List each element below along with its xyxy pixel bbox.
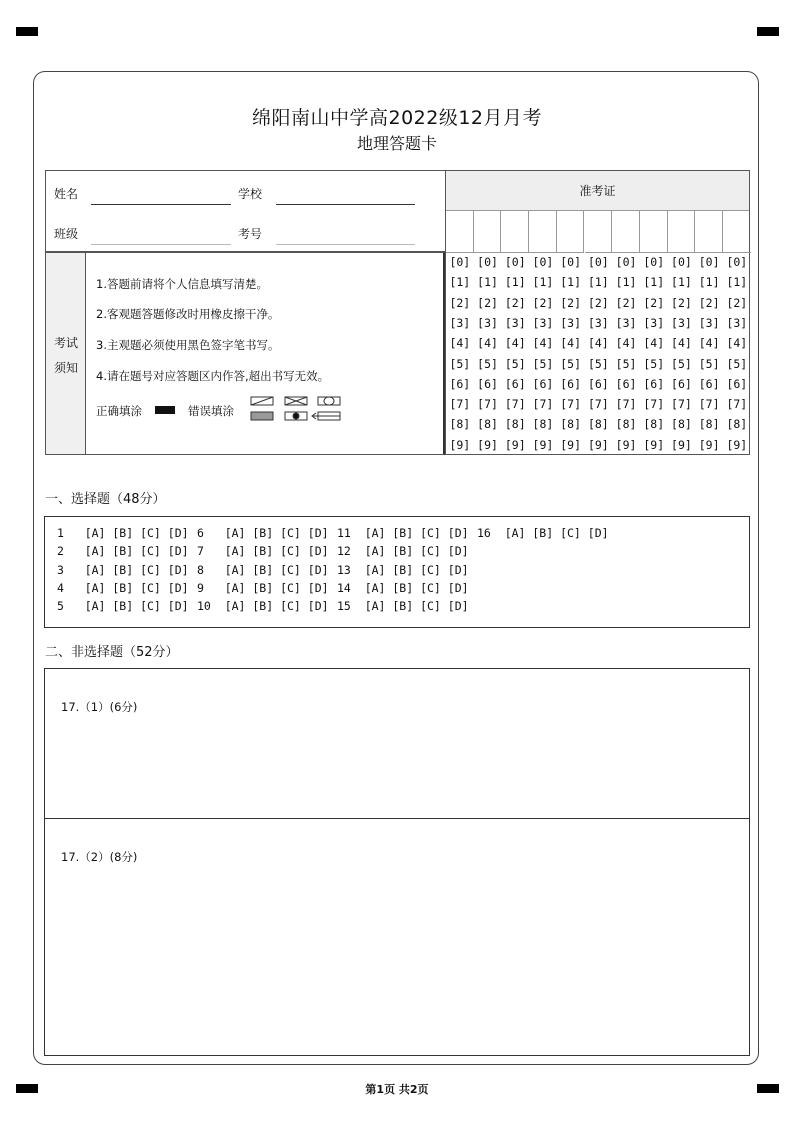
answer-area-17-2[interactable]: [44, 818, 750, 1056]
ticket-digit-bubble[interactable]: [2]: [698, 295, 720, 310]
section-essay-title: 二、非选择题（52分）: [45, 645, 179, 660]
ticket-write-cell[interactable]: [529, 211, 557, 253]
ticket-digit-bubble[interactable]: [1]: [504, 275, 526, 290]
ticket-digit-bubble[interactable]: [4]: [560, 336, 582, 351]
ticket-digit-bubble[interactable]: [9]: [532, 437, 554, 452]
choice-question-row[interactable]: 14 [A] [B] [C] [D]: [337, 580, 469, 595]
question-17-1-label: 17.（1）(6分): [61, 700, 138, 714]
ticket-digit-bubble[interactable]: [7]: [671, 397, 692, 412]
ticket-digit-bubble[interactable]: [0]: [560, 255, 582, 269]
ticket-digit-bubble[interactable]: [1]: [726, 275, 748, 290]
ticket-digit-bubble[interactable]: [3]: [726, 315, 748, 330]
ticket-digit-bubble[interactable]: [4]: [449, 336, 471, 351]
ticket-digit-bubble[interactable]: [7]: [615, 397, 637, 412]
choice-question-row[interactable]: 1 [A] [B] [C] [D]: [57, 526, 189, 540]
ticket-digit-bubble[interactable]: [7]: [698, 397, 720, 412]
student-info-box: [45, 170, 445, 252]
choice-question-row[interactable]: 12 [A] [B] [C] [D]: [337, 544, 469, 559]
ticket-digit-bubble[interactable]: [2]: [587, 295, 609, 310]
wrong-fill-samples: [250, 394, 350, 424]
ticket-digit-bubble[interactable]: [7]: [532, 397, 554, 412]
ticket-digit-bubble[interactable]: [5]: [671, 356, 692, 371]
ticket-digit-bubble[interactable]: [3]: [698, 315, 720, 330]
ticket-digit-bubble[interactable]: [6]: [449, 376, 471, 391]
choice-question-row[interactable]: 7 [A] [B] [C] [D]: [197, 544, 329, 559]
ticket-digit-bubble[interactable]: [4]: [671, 336, 692, 351]
ticket-title: 准考证: [446, 171, 749, 211]
choice-question-row[interactable]: 3 [A] [B] [C] [D]: [57, 562, 189, 577]
ticket-digit-bubble[interactable]: [6]: [477, 376, 498, 391]
choice-question-row[interactable]: 8 [A] [B] [C] [D]: [197, 562, 329, 577]
ticket-digit-bubble[interactable]: [5]: [615, 356, 637, 371]
ticket-digit-column: [446, 211, 474, 456]
wrong-fill-slash-icon: [251, 397, 273, 405]
ticket-digit-bubble[interactable]: [0]: [532, 255, 554, 269]
ticket-digit-bubble[interactable]: [2]: [643, 295, 665, 310]
section-choice-title: 一、选择题（48分）: [45, 492, 166, 507]
ticket-digit-bubble[interactable]: [9]: [643, 437, 665, 452]
ticket-digit-bubble[interactable]: [9]: [560, 437, 582, 452]
ticket-digit-bubble[interactable]: [3]: [449, 315, 471, 330]
ticket-digit-bubble[interactable]: [6]: [532, 376, 554, 391]
page-title: 绵阳南山中学高2022级12月月考: [251, 107, 543, 129]
ticket-digit-bubble[interactable]: [1]: [532, 275, 554, 290]
ticket-digit-bubble[interactable]: [4]: [698, 336, 720, 351]
name-field[interactable]: [91, 204, 231, 205]
alignment-marker-top-right: [757, 27, 779, 36]
ticket-digit-bubble[interactable]: [9]: [477, 437, 498, 452]
ticket-digit-bubble[interactable]: [0]: [504, 255, 526, 269]
choice-question-row[interactable]: 5 [A] [B] [C] [D]: [57, 599, 189, 614]
ticket-digit-bubble[interactable]: [2]: [532, 295, 554, 310]
page-footer: 第1页 共2页: [365, 1083, 429, 1096]
name-label: 姓名: [54, 187, 79, 201]
ticket-digit-bubble[interactable]: [0]: [615, 255, 637, 269]
ticket-digit-bubble[interactable]: [2]: [726, 295, 748, 310]
ticket-digit-bubble[interactable]: [8]: [449, 417, 471, 432]
ticket-digit-bubble[interactable]: [8]: [643, 417, 665, 432]
ticket-digit-bubble[interactable]: [9]: [726, 437, 748, 452]
ticket-digit-bubble[interactable]: [3]: [587, 315, 609, 330]
ticket-digit-bubble[interactable]: [9]: [504, 437, 526, 452]
ticket-digit-bubble[interactable]: [5]: [698, 356, 720, 371]
ticket-digit-column: [501, 211, 529, 456]
ticket-digit-bubble[interactable]: [3]: [504, 315, 526, 330]
class-field[interactable]: [91, 244, 231, 245]
ticket-digit-bubble[interactable]: [9]: [615, 437, 637, 452]
ticket-digit-bubble[interactable]: [0]: [671, 255, 692, 269]
ticket-digit-bubble[interactable]: [6]: [615, 376, 637, 391]
ticket-digit-bubble[interactable]: [4]: [643, 336, 665, 351]
ticket-digit-bubble[interactable]: [5]: [504, 356, 526, 371]
ticket-digit-bubble[interactable]: [1]: [560, 275, 582, 290]
ticket-digit-bubble[interactable]: [8]: [615, 417, 637, 432]
notice-side-label-2: 须知: [53, 361, 78, 375]
ticket-write-cell[interactable]: [474, 211, 502, 253]
alignment-marker-top-left: [16, 27, 38, 36]
ticket-digit-bubble[interactable]: [3]: [532, 315, 554, 330]
ticket-digit-bubble[interactable]: [6]: [504, 376, 526, 391]
ticket-digit-bubble[interactable]: [1]: [671, 275, 692, 290]
ticket-digit-bubble[interactable]: [1]: [587, 275, 609, 290]
ticket-digit-bubble[interactable]: [1]: [477, 275, 498, 290]
school-label: 学校: [238, 187, 263, 201]
wrong-fill-circle-icon: [318, 397, 340, 405]
notice-side-panel: [46, 253, 86, 454]
choice-question-row[interactable]: 10 [A] [B] [C] [D]: [197, 599, 329, 614]
ticket-digit-column: [474, 211, 502, 456]
school-field[interactable]: [276, 204, 415, 205]
ticket-digit-bubble[interactable]: [5]: [449, 356, 471, 371]
ticket-digit-column: [723, 211, 751, 456]
wrong-fill-dot-icon: [285, 412, 307, 420]
ticket-digit-bubble[interactable]: [3]: [643, 315, 665, 330]
wrong-fill-cross-icon: [285, 397, 307, 405]
question-17-2-label: 17.（2）(8分): [61, 850, 138, 864]
ticket-digit-column: [557, 211, 585, 456]
ticket-digit-bubble[interactable]: [8]: [587, 417, 609, 432]
notice-rule-2: 2.客观题答题修改时用橡皮擦干净。: [96, 307, 280, 321]
ticket-digit-bubble[interactable]: [0]: [726, 255, 748, 269]
ticket-digit-bubble[interactable]: [2]: [449, 295, 471, 310]
answer-area-17-1[interactable]: [44, 668, 750, 819]
exam-number-field[interactable]: [276, 244, 415, 245]
notice-rule-4: 4.请在题号对应答题区内作答,超出书写无效。: [96, 369, 330, 383]
ticket-write-cell[interactable]: [668, 211, 696, 253]
ticket-digit-bubble[interactable]: [3]: [477, 315, 498, 330]
ticket-digit-bubble[interactable]: [4]: [532, 336, 554, 351]
ticket-digit-bubble[interactable]: [1]: [615, 275, 637, 290]
ticket-digit-bubble[interactable]: [7]: [587, 397, 609, 412]
ticket-write-cell[interactable]: [723, 211, 751, 253]
ticket-digit-bubble[interactable]: [0]: [449, 255, 471, 269]
wrong-fill-label: 错误填涂: [188, 404, 234, 418]
choice-answer-box: [44, 516, 750, 628]
ticket-digit-bubble[interactable]: [9]: [698, 437, 720, 452]
ticket-digit-bubble[interactable]: [7]: [560, 397, 582, 412]
ticket-digit-bubble[interactable]: [8]: [726, 417, 748, 432]
ticket-digit-bubble[interactable]: [0]: [698, 255, 720, 269]
ticket-digit-bubble[interactable]: [5]: [532, 356, 554, 371]
ticket-digit-column: [585, 211, 613, 456]
ticket-digit-bubble[interactable]: [5]: [587, 356, 609, 371]
ticket-digit-bubble[interactable]: [7]: [477, 397, 498, 412]
ticket-write-cell[interactable]: [446, 211, 474, 253]
ticket-digit-bubble[interactable]: [9]: [671, 437, 692, 452]
notice-side-label-1: 考试: [53, 336, 78, 350]
ticket-digit-bubble[interactable]: [7]: [504, 397, 526, 412]
ticket-digit-column: [640, 211, 668, 456]
ticket-digit-bubble[interactable]: [1]: [698, 275, 720, 290]
class-label: 班级: [54, 227, 79, 241]
ticket-digit-bubble[interactable]: [0]: [477, 255, 498, 269]
page-subtitle: 地理答题卡: [356, 134, 437, 153]
ticket-digit-bubble[interactable]: [5]: [477, 356, 498, 371]
ticket-write-cell[interactable]: [557, 211, 585, 253]
ticket-digit-bubble[interactable]: [6]: [698, 376, 720, 391]
ticket-digit-column: [695, 211, 723, 456]
ticket-digit-bubble[interactable]: [1]: [449, 275, 471, 290]
choice-question-row[interactable]: 4 [A] [B] [C] [D]: [57, 580, 189, 595]
ticket-digit-bubble[interactable]: [0]: [643, 255, 665, 269]
ticket-digit-bubble[interactable]: [6]: [671, 376, 692, 391]
notice-rule-1: 1.答题前请将个人信息填写清楚。: [96, 277, 268, 291]
ticket-digit-bubble[interactable]: [8]: [671, 417, 692, 432]
ticket-digit-bubble[interactable]: [7]: [643, 397, 665, 412]
choice-question-row[interactable]: 9 [A] [B] [C] [D]: [197, 580, 329, 595]
ticket-digit-bubble[interactable]: [5]: [643, 356, 665, 371]
choice-question-row[interactable]: 13 [A] [B] [C] [D]: [337, 562, 469, 577]
notice-rule-3: 3.主观题必须使用黑色签字笔书写。: [96, 338, 280, 352]
exam-notice-box: [45, 252, 445, 455]
admission-ticket-box: [445, 170, 750, 455]
ticket-digit-bubble[interactable]: [2]: [560, 295, 582, 310]
choice-question-row[interactable]: 16 [A] [B] [C] [D]: [477, 526, 609, 540]
ticket-digit-bubble[interactable]: [6]: [643, 376, 665, 391]
ticket-digit-bubble[interactable]: [7]: [449, 397, 471, 412]
ticket-digit-bubble[interactable]: [5]: [726, 356, 748, 371]
wrong-fill-arrow-icon: [312, 412, 340, 420]
ticket-digit-bubble[interactable]: [9]: [449, 437, 471, 452]
ticket-digit-bubble[interactable]: [3]: [671, 315, 692, 330]
ticket-digit-bubble[interactable]: [7]: [726, 397, 748, 412]
ticket-digit-bubble[interactable]: [3]: [615, 315, 637, 330]
ticket-digit-bubble[interactable]: [6]: [560, 376, 582, 391]
ticket-digit-bubble[interactable]: [8]: [698, 417, 720, 432]
ticket-digit-bubble[interactable]: [1]: [643, 275, 665, 290]
exam-number-label: 考号: [238, 227, 263, 241]
ticket-digit-bubble[interactable]: [2]: [615, 295, 637, 310]
ticket-digit-bubble[interactable]: [9]: [587, 437, 609, 452]
correct-fill-sample: [155, 406, 175, 414]
ticket-digit-bubble[interactable]: [4]: [477, 336, 498, 351]
ticket-write-cell[interactable]: [640, 211, 668, 253]
ticket-write-cell[interactable]: [612, 211, 640, 253]
ticket-digit-bubble[interactable]: [4]: [504, 336, 526, 351]
ticket-digit-bubble[interactable]: [2]: [477, 295, 498, 310]
ticket-write-cell[interactable]: [585, 211, 613, 253]
ticket-digit-bubble[interactable]: [2]: [671, 295, 692, 310]
ticket-digit-bubble[interactable]: [2]: [504, 295, 526, 310]
ticket-digit-column: [612, 211, 640, 456]
ticket-digit-bubble[interactable]: [5]: [560, 356, 582, 371]
correct-fill-label: 正确填涂: [96, 404, 142, 418]
ticket-digit-bubble[interactable]: [4]: [726, 336, 748, 351]
ticket-digit-bubble[interactable]: [6]: [587, 376, 609, 391]
ticket-digit-bubble[interactable]: [6]: [726, 376, 748, 391]
ticket-digit-bubble[interactable]: [4]: [587, 336, 609, 351]
choice-question-row[interactable]: 11 [A] [B] [C] [D]: [337, 526, 469, 540]
choice-question-row[interactable]: 6 [A] [B] [C] [D]: [197, 526, 329, 540]
ticket-digit-bubble[interactable]: [8]: [560, 417, 582, 432]
ticket-digit-bubble[interactable]: [8]: [504, 417, 526, 432]
wrong-fill-gray-icon: [251, 412, 273, 420]
choice-question-row[interactable]: 2 [A] [B] [C] [D]: [57, 544, 189, 559]
ticket-write-cell[interactable]: [695, 211, 723, 253]
ticket-digit-column: [668, 211, 696, 456]
ticket-write-cell[interactable]: [501, 211, 529, 253]
ticket-digit-column: [529, 211, 557, 456]
ticket-digit-bubble[interactable]: [4]: [615, 336, 637, 351]
choice-question-row[interactable]: 15 [A] [B] [C] [D]: [337, 599, 469, 614]
ticket-digit-bubble[interactable]: [3]: [560, 315, 582, 330]
ticket-digit-bubble[interactable]: [0]: [587, 255, 609, 269]
ticket-digit-bubble[interactable]: [8]: [532, 417, 554, 432]
ticket-digit-bubble[interactable]: [8]: [477, 417, 498, 432]
